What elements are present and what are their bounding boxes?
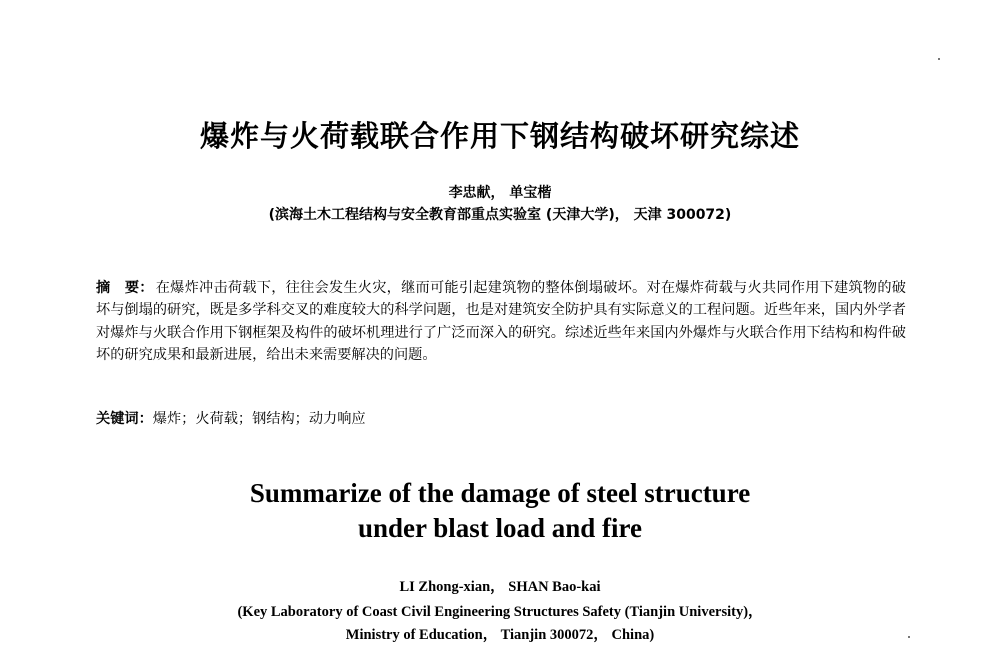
- chinese-authors: 李忠献， 单宝楷: [448, 185, 552, 201]
- english-authors: LI Zhong-xian， SHAN Bao-kai: [399, 579, 601, 595]
- chinese-title: 爆炸与火荷载联合作用下钢结构破坏研究综述: [199, 119, 800, 153]
- english-title: [0, 476, 1000, 546]
- english-affiliation-line-2: Ministry of Education， Tianjin 300072， China): [345, 627, 655, 643]
- keywords-text: 爆炸；火荷载；钢结构；动力响应: [152, 411, 366, 427]
- english-title-line-2: under blast load and fire: [357, 513, 643, 543]
- english-affiliation-line-1: (Key Laboratory of Coast Civil Engineering Structures Safety (Tianjin University)，: [237, 604, 763, 620]
- scan-speck: [938, 58, 940, 60]
- keywords-label: 关键词：: [96, 411, 153, 427]
- scan-speck: [908, 636, 910, 638]
- english-title-line-1: Summarize of the damage of steel structure: [249, 478, 751, 508]
- abstract-text: 在爆炸冲击荷载下，往往会发生火灾，继而可能引起建筑物的整体倒塌破坏。对在爆炸荷载与火共同作用下建筑物的破坏与倒塌的研究，既是多学科交叉的难度较大的科学问题，也是对建筑安全防护具有实际意义的工程问题。近些年来，国内外学者对爆炸与火联合作用下钢框架及构件的破坏机理进行了广泛而深入的研究。综述近些年来国内外爆炸与火联合作用下结构和构件破坏的研究成果和最新进展，给出未来需要解决的问题。: [96, 280, 906, 364]
- abstract-label: 摘 要：: [96, 280, 154, 296]
- english-affiliation: [0, 601, 1000, 647]
- chinese-affiliation: (滨海土木工程结构与安全教育部重点实验室 (天津大学)， 天津 300072): [268, 207, 732, 223]
- chinese-abstract: [96, 277, 906, 367]
- chinese-keywords: [96, 408, 366, 430]
